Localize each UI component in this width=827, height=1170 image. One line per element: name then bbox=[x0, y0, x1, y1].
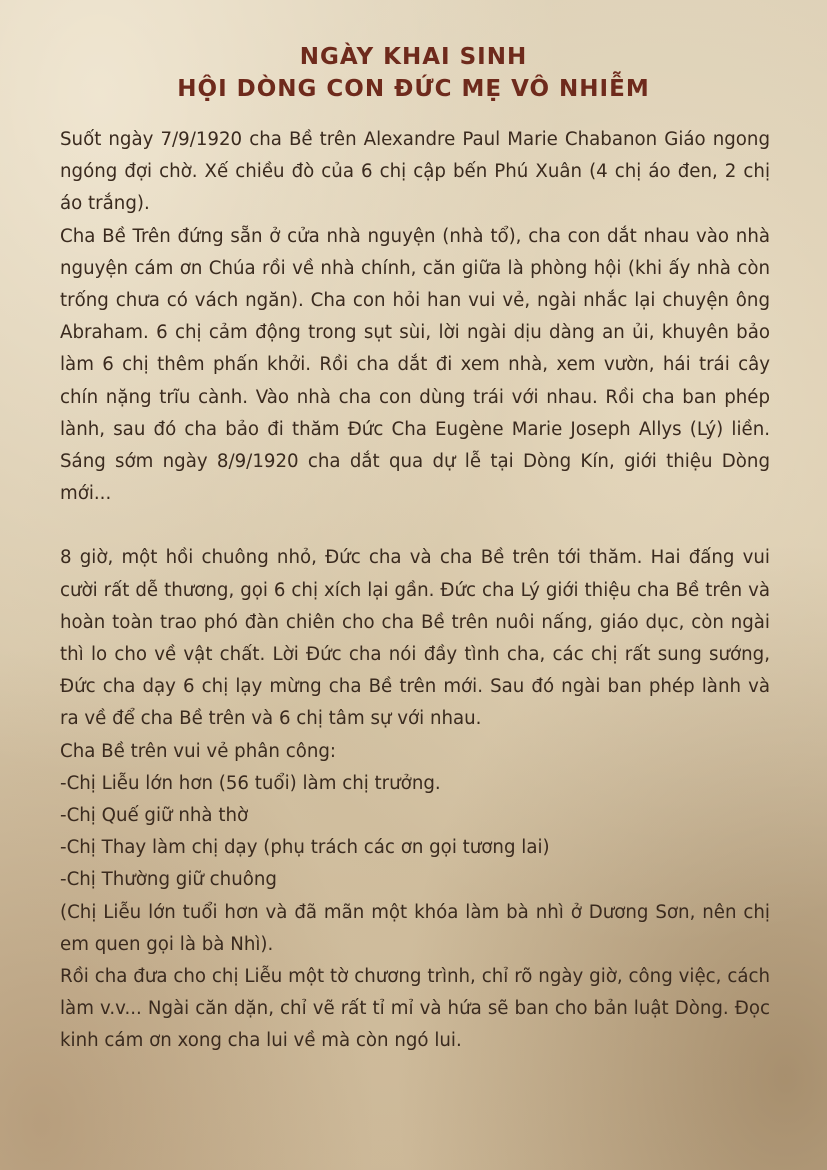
paragraph-welcome: Cha Bề Trên đứng sẵn ở cửa nhà nguyện (nhà tổ), cha con dắt nhau vào nhà nguyện cám ơn Chúa rồi về nhà chính, căn giữa là phòng hội (khi ấy nhà còn trống chưa có vách ngăn). Cha con hỏi han vui vẻ, ngài nhắc lại chuyện ông Abraham. 6 chị cảm động trong sụt sùi, lời ngài dịu dàng an ủi, khuyên bảo làm 6 chị thêm phấn khởi. Rồi cha dắt đi xem nhà, xem vườn, hái trái cây chín nặng trĩu cành. Vào nhà cha con dùng trái với nhau. Rồi cha ban phép lành, sau đó cha bảo đi thăm Đức Cha Eugène Marie Joseph Allys (Lý) liền. Sáng sớm ngày 8/9/1920 cha dắt qua dự lễ tại Dòng Kín, giới thiệu Dòng mới... bbox=[60, 225, 770, 505]
paragraph-assignments-intro: Cha Bề trên vui vẻ phân công: bbox=[60, 740, 337, 762]
title-line-2: HỘI DÒNG CON ĐỨC MẸ VÔ NHIỄM bbox=[177, 76, 650, 102]
list-item-thuong: -Chị Thường giữ chuông bbox=[60, 869, 277, 891]
list-item-thay: -Chị Thay làm chị dạy (phụ trách các ơn gọi tương lai) bbox=[60, 837, 550, 859]
list-item-lieu: -Chị Liễu lớn hơn (56 tuổi) làm chị trưởng. bbox=[60, 772, 441, 794]
paragraph-bishop-visit: 8 giờ, một hồi chuông nhỏ, Đức cha và cha Bề trên tới thăm. Hai đấng vui cười rất dễ thương, gọi 6 chị xích lại gần. Đức cha Lý giới thiệu cha Bề trên và hoàn toàn trao phó đàn chiên cho cha Bề trên nuôi nấng, giáo dục, còn ngài thì lo cho về vật chất. Lời Đức cha nói đầy tình cha, các chị rất sung sướng, Đức cha dạy 6 chị lạy mừng cha Bề trên mới. Sau đó ngài ban phép lành và ra về để cha Bề trên và 6 chị tâm sự với nhau. bbox=[60, 547, 770, 730]
paragraph-program: Rồi cha đưa cho chị Liễu một tờ chương trình, chỉ rõ ngày giờ, công việc, cách làm v.v... Ngài căn dặn, chỉ vẽ rất tỉ mỉ và hứa sẽ ban cho bản luật Dòng. Đọc kinh cám ơn xong cha lui về mà còn ngó lui. bbox=[60, 966, 770, 1052]
paragraph-ba-nhi-note: (Chị Liễu lớn tuổi hơn và đã mãn một khóa làm bà nhì ở Dương Sơn, nên chị em quen gọi là bà Nhì). bbox=[60, 901, 770, 955]
list-item-que: -Chị Quế giữ nhà thờ bbox=[60, 805, 249, 827]
paragraph-arrival: Suốt ngày 7/9/1920 cha Bề trên Alexandre Paul Marie Chabanon Giáo ngong ngóng đợi chờ. Xế chiều đò của 6 chị cập bến Phú Xuân (4 chị áo đen, 2 chị áo trắng). bbox=[60, 129, 770, 215]
article-body bbox=[60, 124, 770, 1058]
title-line-1: NGÀY KHAI SINH bbox=[299, 44, 528, 70]
